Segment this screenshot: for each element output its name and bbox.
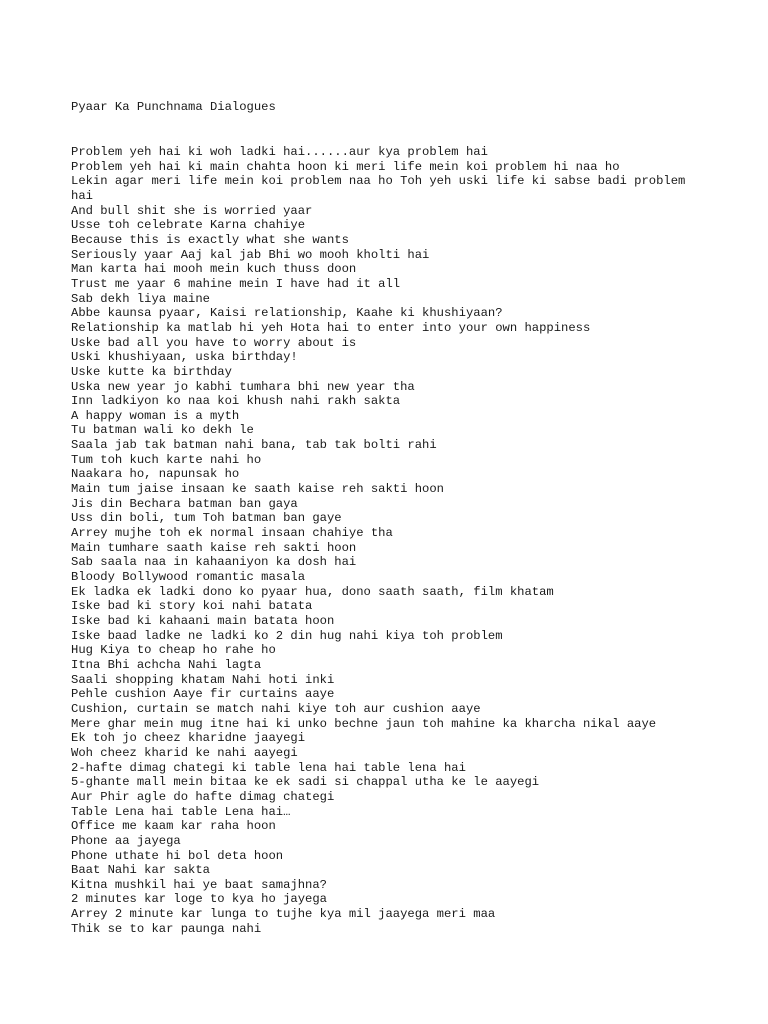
dialogue-line: Uske kutte ka birthday bbox=[71, 364, 232, 379]
dialogue-line: Abbe kaunsa pyaar, Kaisi relationship, Kaahe ki khushiyaan? bbox=[71, 306, 503, 321]
dialogue-line: Saali shopping khatam Nahi hoti inki bbox=[71, 672, 335, 687]
dialogue-line: Mere ghar mein mug itne hai ki unko bechne jaun toh mahine ka kharcha nikal aaye bbox=[71, 716, 657, 731]
dialogue-line: Aur Phir agle do hafte dimag chategi bbox=[71, 789, 335, 804]
dialogue-line: Because this is exactly what she wants bbox=[71, 232, 349, 247]
dialogue-line: Ek ladka ek ladki dono ko pyaar hua, dono saath saath, film khatam bbox=[71, 584, 554, 599]
dialogue-line: A happy woman is a myth bbox=[71, 408, 240, 423]
dialogue-line: Lekin agar meri life mein koi problem naa ho Toh yeh uski life ki sabse badi problem hai bbox=[71, 174, 693, 203]
dialogue-line: Hug Kiya to cheap ho rahe ho bbox=[71, 643, 276, 658]
dialogue-line: Iske bad ki story koi nahi batata bbox=[71, 599, 313, 614]
dialogue-line: Uss din boli, tum Toh batman ban gaye bbox=[71, 511, 342, 526]
dialogue-line: Relationship ka matlab hi yeh Hota hai to enter into your own happiness bbox=[71, 320, 591, 335]
dialogue-line: Table Lena hai table Lena hai… bbox=[71, 804, 291, 819]
dialogue-line: Problem yeh hai ki main chahta hoon ki meri life mein koi problem hi naa ho bbox=[71, 159, 620, 174]
dialogue-line: Man karta hai mooh mein kuch thuss doon bbox=[71, 262, 357, 277]
dialogue-line: Pehle cushion Aaye fir curtains aaye bbox=[71, 687, 335, 702]
dialogue-line: 5-ghante mall mein bitaa ke ek sadi si chappal utha ke le aayegi bbox=[71, 775, 540, 790]
dialogue-line: Office me kaam kar raha hoon bbox=[71, 819, 276, 834]
dialogue-line: 2 minutes kar loge to kya ho jayega bbox=[71, 892, 327, 907]
dialogue-line: Trust me yaar 6 mahine mein I have had it all bbox=[71, 276, 401, 291]
dialogue-line: Sab saala naa in kahaaniyon ka dosh hai bbox=[71, 555, 357, 570]
dialogue-line: Thik se to kar paunga nahi bbox=[71, 921, 262, 936]
dialogue-line: Inn ladkiyon ko naa koi khush nahi rakh sakta bbox=[71, 394, 401, 409]
dialogue-line: Iske baad ladke ne ladki ko 2 din hug nahi kiya toh problem bbox=[71, 628, 503, 643]
dialogue-line: Arrey mujhe toh ek normal insaan chahiye tha bbox=[71, 526, 393, 541]
dialogue-line: Uske bad all you have to worry about is bbox=[71, 335, 357, 350]
dialogue-line: Tu batman wali ko dekh le bbox=[71, 423, 254, 438]
dialogue-line: Uska new year jo kabhi tumhara bhi new year tha bbox=[71, 379, 415, 394]
document-title: Pyaar Ka Punchnama Dialogues bbox=[71, 100, 276, 114]
dialogue-line: Arrey 2 minute kar lunga to tujhe kya mil jaayega meri maa bbox=[71, 907, 496, 922]
dialogue-line: Uski khushiyaan, uska birthday! bbox=[71, 350, 298, 365]
dialogue-list bbox=[71, 145, 711, 936]
dialogue-line: Jis din Bechara batman ban gaya bbox=[71, 496, 298, 511]
dialogue-line: Problem yeh hai ki woh ladki hai......aur kya problem hai bbox=[71, 145, 488, 159]
dialogue-line: Phone aa jayega bbox=[71, 833, 181, 848]
dialogue-line: Cushion, curtain se match nahi kiye toh aur cushion aaye bbox=[71, 701, 481, 716]
dialogue-line: 2-hafte dimag chategi ki table lena hai table lena hai bbox=[71, 760, 466, 775]
dialogue-line: Sab dekh liya maine bbox=[71, 291, 210, 306]
dialogue-line: Tum toh kuch karte nahi ho bbox=[71, 452, 262, 467]
dialogue-line: Woh cheez kharid ke nahi aayegi bbox=[71, 745, 298, 760]
dialogue-line: Iske bad ki kahaani main batata hoon bbox=[71, 614, 335, 628]
dialogue-line: Kitna mushkil hai ye baat samajhna? bbox=[71, 877, 327, 892]
dialogue-line: And bull shit she is worried yaar bbox=[71, 203, 313, 218]
dialogue-line: Baat Nahi kar sakta bbox=[71, 863, 210, 878]
dialogue-line: Saala jab tak batman nahi bana, tab tak bolti rahi bbox=[71, 438, 437, 453]
dialogue-line: Itna Bhi achcha Nahi lagta bbox=[71, 657, 262, 672]
dialogue-line: Bloody Bollywood romantic masala bbox=[71, 570, 306, 585]
dialogue-line: Main tumhare saath kaise reh sakti hoon bbox=[71, 540, 357, 555]
dialogue-line: Main tum jaise insaan ke saath kaise reh sakti hoon bbox=[71, 482, 444, 497]
dialogue-line: Seriously yaar Aaj kal jab Bhi wo mooh kholti hai bbox=[71, 247, 430, 262]
dialogue-line: Naakara ho, napunsak ho bbox=[71, 467, 240, 482]
dialogue-line: Ek toh jo cheez kharidne jaayegi bbox=[71, 731, 306, 746]
dialogue-line: Usse toh celebrate Karna chahiye bbox=[71, 218, 306, 233]
dialogue-line: Phone uthate hi bol deta hoon bbox=[71, 848, 284, 863]
